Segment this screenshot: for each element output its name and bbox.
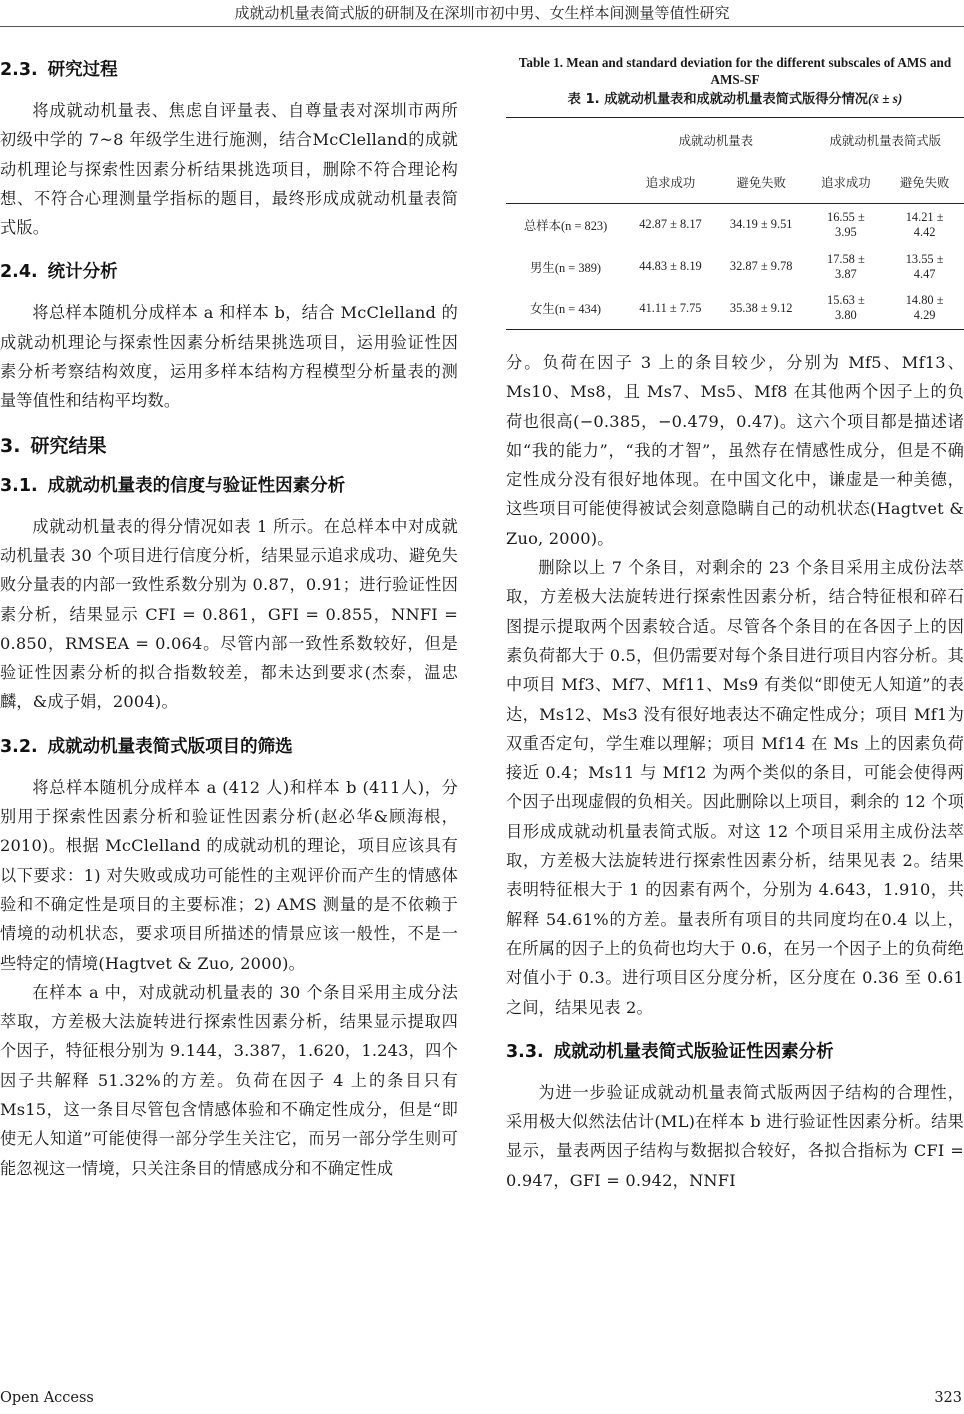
paragraph: 删除以上 7 个条目，对剩余的 23 个条目采用主成份法萃取，方差极大法旋转进行探索性因素分析，结合特征根和碎石图提示提取两个因素较合适。尽管各个条目的在各因子上的因素负荷都大于 0.5，但仍需要对每个条目进行项目内容分析。其中项目 Mf3、Mf7、Mf11、Ms9 有类似“即使无人知道”的表达，Ms12、Ms3 没有很好地表达不确定性成分；项目 Mf1为双重否定句，学生难以理解；项目 Mf14 在 Ms 上的因素负荷接近 0.4；Ms11 与 Mf12 为两个类似的条目，可能会使得两个因子出现虚假的负相关。因此删除以上项目，剩余的 12 个项目形成成就动机量表简式版。对这 12 个项目采用主成份法萃取，方差极大法旋转进行探索性因素分析，结果见表 2。结果表明特征根大于 1 的因素有两个，分别为 4.643，1.910，共解释 54.61%的方差。量表所有项目的共同度均在0.4 以上，在所属的因子上的负荷也均大于 0.6，在另一个因子上的负荷绝对值小于 0.3。进行项目区分度分析，区分度在 0.36 至 0.61 之间，结果见表 2。	[506, 558, 964, 1017]
table-sub-header: 追求成功	[625, 162, 716, 204]
left-column	[0, 48, 458, 1183]
running-head: 成就动机量表简式版的研制及在深圳市初中男、女生样本间测量等值性研究	[234, 4, 730, 22]
paragraph: 在样本 a 中，对成就动机量表的 30 个条目采用主成分法萃取，方差极大法旋转进行探索性因素分析，结果显示提取四个因子，特征根分别为 9.144，3.387，1.620，1.243，四个因子共解释 51.32%的方差。负荷在因子 4 上的条目只有 Ms15，这一条目尽管包含情感体验和不确定性成分，但是“即使无人知道”可能使得一部分学生关注它，而另一部分学生则可能忽视这一情境，只关注条目的情感成分和不确定性成	[0, 982, 458, 1178]
table-1	[506, 117, 964, 330]
table-row: 女生(n = 434) 41.11 ± 7.75 35.38 ± 9.12 15.63 ± 3.80 14.80 ± 4.29	[506, 288, 964, 330]
table-corner	[506, 118, 625, 162]
section-heading-2-4: 2.4. 统计分析	[0, 262, 118, 283]
section-heading-3: 3. 研究结果	[0, 434, 107, 457]
paragraph: 将总样本随机分成样本 a (412 人)和样本 b (411人)，分别用于探索性因素分析和验证性因素分析(赵必华&顾海根，2010)。根据 McClelland 的成就动机的理论，项目应该具有以下要求：1) 对失败或成功可能性的主观评价而产生的情感体验和不确定性是项目的主要标准；2) AMS 测量的是不依赖于情境的动机状态，要求项目所描述的情景应该一般性，不是一些特定的情境(Hagtvet & Zuo, 2000)。	[0, 777, 458, 973]
section-heading-3-2: 3.2. 成就动机量表简式版项目的筛选	[0, 736, 293, 757]
table-caption-en: Table 1. Mean and standard deviation for the different subscales of AMS and AMS-SF	[518, 55, 952, 87]
right-column	[506, 48, 964, 1195]
footer-journal: Open Access	[0, 1390, 94, 1406]
section-heading-3-1: 3.1. 成就动机量表的信度与验证性因素分析	[0, 475, 346, 496]
table-row: 总样本(n = 823) 42.87 ± 8.17 34.19 ± 9.51 16.55 ± 3.95 14.21 ± 4.42	[523, 209, 944, 239]
table-caption-zh: 表 1. 成就动机量表和成就动机量表简式版得分情况(x̄ ± s)	[567, 91, 903, 107]
footer-page-number: 323	[934, 1390, 962, 1406]
table-sub-header: 避免失败	[716, 162, 807, 204]
paragraph: 将成就动机量表、焦虑自评量表、自尊量表对深圳市两所初级中学的 7~8 年级学生进行施测，结合McClelland的成就动机理论与探索性因素分析结果挑选项目，删除不符合理论构想、不符合心理测量学指标的题目，最终形成成就动机量表简式版。	[0, 101, 458, 238]
table-sub-header: 追求成功	[807, 162, 886, 204]
section-heading-3-3: 3.3. 成就动机量表简式版验证性因素分析	[506, 1041, 834, 1062]
table-row: 男生(n = 389) 44.83 ± 8.19 32.87 ± 9.78 17.58 ± 3.87 13.55 ± 4.47	[530, 251, 944, 281]
paragraph: 为进一步验证成就动机量表简式版两因子结构的合理性，采用极大似然法估计(ML)在样本 b 进行验证性因素分析。结果显示，量表两因子结构与数据拟合较好，各拟合指标为 CFI = 0.947，GFI = 0.942，NNFI	[506, 1082, 964, 1190]
mean-sd-formula: (x̄ ± s)	[867, 91, 903, 106]
table-sub-header: 避免失败	[885, 162, 964, 204]
paragraph: 将总样本随机分成样本 a 和样本 b，结合 McClelland 的成就动机理论与探索性因素分析结果挑选项目，运用验证性因素分析考察结构效度，运用多样本结构方程模型分析量表的测量等值性和结构平均数。	[0, 303, 458, 411]
header-rule	[0, 26, 964, 27]
table-group-header: 成就动机量表	[625, 118, 806, 162]
section-heading-2-3: 2.3. 研究过程	[0, 60, 118, 80]
paragraph: 分。负荷在因子 3 上的条目较少，分别为 Mf5、Mf13、Ms10、Ms8，且 Ms7、Ms5、Mf8 在其他两个因子上的负荷也很高(−0.385，−0.479，0.47)。这六个项目都是描述诸如“我的能力”，“我的才智”，虽然存在情感性成分，但是不确定性成分没有很好地体现。在中国文化中，谦虚是一种美德，这些项目可能使得被试会刻意隐瞒自己的动机状态(Hagtvet & Zuo, 2000)。	[506, 353, 964, 548]
table-group-header: 成就动机量表简式版	[807, 118, 964, 162]
paragraph: 成就动机量表的得分情况如表 1 所示。在总样本中对成就动机量表 30 个项目进行信度分析，结果显示追求成功、避免失败分量表的内部一致性系数分别为 0.87，0.91；进行验证性因素分析，结果显示 CFI = 0.861，GFI = 0.855，NNFI = 0.850，RMSEA = 0.064。尽管内部一致性系数较好，但是验证性因素分析的拟合指数较差，都未达到要求(杰泰，温忠麟，&成子娟，2004)。	[0, 516, 458, 712]
